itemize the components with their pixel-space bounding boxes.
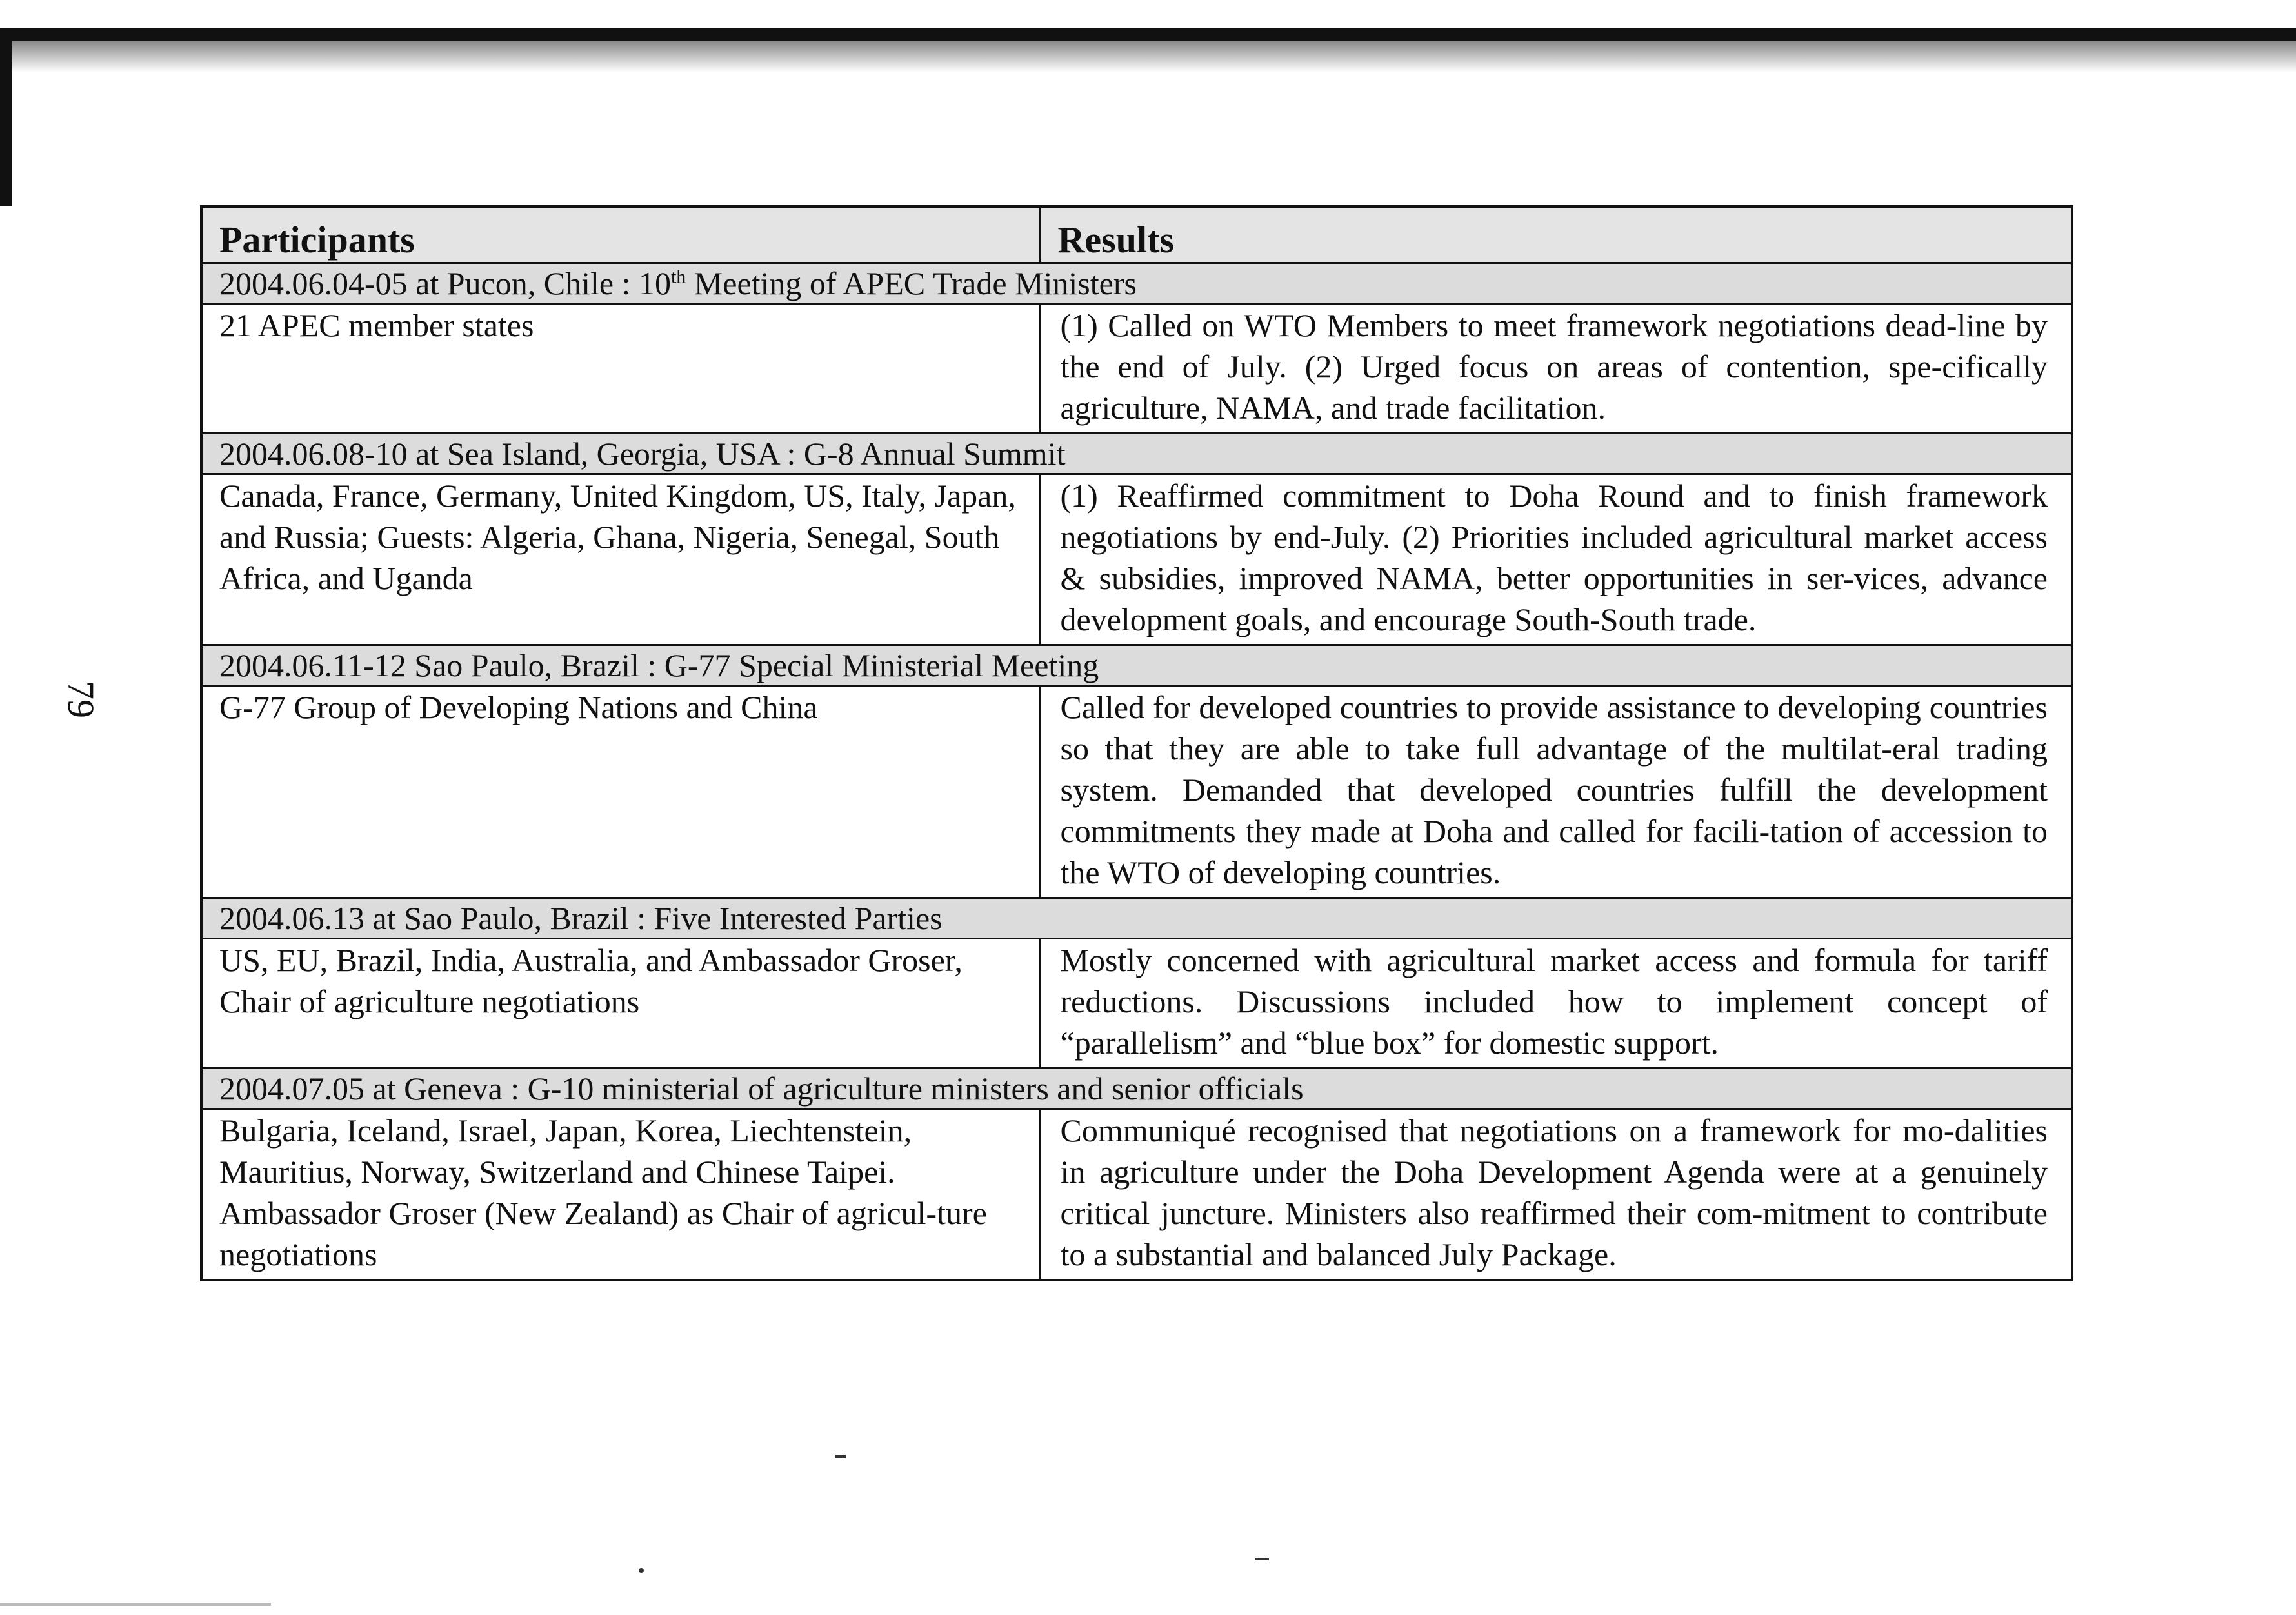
section-heading-row (201, 434, 2072, 474)
section-heading-row (201, 645, 2072, 686)
participants-cell: Bulgaria, Iceland, Israel, Japan, Korea, Liechtenstein, Mauritius, Norway, Switzerland and Chinese Taipei. Ambassador Groser (New Zealand) as Chair of agricul-ture negotiations (201, 1109, 1040, 1281)
header-row (201, 206, 2072, 263)
scan-speck (835, 1455, 846, 1458)
scan-shadow (0, 41, 2296, 72)
section-heading: 2004.06.04-05 at Pucon, Chile : 10th Meeting of APEC Trade Ministers (201, 263, 2072, 304)
participants-cell: 21 APEC member states (201, 304, 1040, 434)
table-row (201, 304, 2072, 434)
results-cell: Called for developed countries to provide assistance to developing countries so that they are able to take full advantage of the multilat-eral trading system. Demanded that developed countries fulfill the development commitments they made at Doha and called for facili-tation of accession to the WTO of developing countries. (1040, 686, 2072, 898)
section-heading: 2004.06.08-10 at Sea Island, Georgia, USA : G-8 Annual Summit (201, 434, 2072, 474)
section-heading: 2004.06.13 at Sao Paulo, Brazil : Five Interested Parties (201, 898, 2072, 939)
results-cell: Communiqué recognised that negotiations on a framework for mo-dalities in agriculture under the Doha Development Agenda were at a genuinely critical juncture. Ministers also reaffirmed their com-mitment to contribute to a substantial and balanced July Package. (1040, 1109, 2072, 1281)
scan-speck (1255, 1558, 1269, 1560)
section-heading-row (201, 1068, 2072, 1109)
section-heading-row (201, 263, 2072, 304)
participants-cell: US, EU, Brazil, India, Australia, and Ambassador Groser, Chair of agriculture negotiations (201, 939, 1040, 1068)
page-number: 79 (60, 681, 102, 718)
table-row (201, 474, 2072, 645)
table-row (201, 939, 2072, 1068)
table-row (201, 1109, 2072, 1281)
participants-cell: Canada, France, Germany, United Kingdom, US, Italy, Japan, and Russia; Guests: Algeria, Ghana, Nigeria, Senegal, South Africa, and Uganda (201, 474, 1040, 645)
meetings-table (200, 205, 2073, 1281)
section-heading: 2004.06.11-12 Sao Paulo, Brazil : G-77 Special Ministerial Meeting (201, 645, 2072, 686)
results-cell: (1) Reaffirmed commitment to Doha Round and to finish framework negotiations by end-July. (2) Priorities included agricultural market access & subsidies, improved NAMA, better opportunities in ser-vices, advance development goals, and encourage South-South trade. (1040, 474, 2072, 645)
scan-speck (639, 1568, 644, 1573)
scan-top-border (0, 28, 2296, 41)
section-heading-row (201, 898, 2072, 939)
participants-header: Participants (201, 206, 1040, 263)
section-heading: 2004.07.05 at Geneva : G-10 ministerial of agriculture ministers and senior officials (201, 1068, 2072, 1109)
meetings-table-container (200, 205, 2071, 1281)
scan-left-border (0, 39, 12, 206)
table-row (201, 686, 2072, 898)
scan-bottom-edge (0, 1603, 271, 1606)
participants-cell: G-77 Group of Developing Nations and China (201, 686, 1040, 898)
results-header: Results (1040, 206, 2072, 263)
results-cell: Mostly concerned with agricultural market access and formula for tariff reductions. Discussions included how to implement concept of “parallelism” and “blue box” for domestic support. (1040, 939, 2072, 1068)
results-cell: (1) Called on WTO Members to meet framework negotiations dead-line by the end of July. (2) Urged focus on areas of contention, spe-cifically agriculture, NAMA, and trade facilitation. (1040, 304, 2072, 434)
